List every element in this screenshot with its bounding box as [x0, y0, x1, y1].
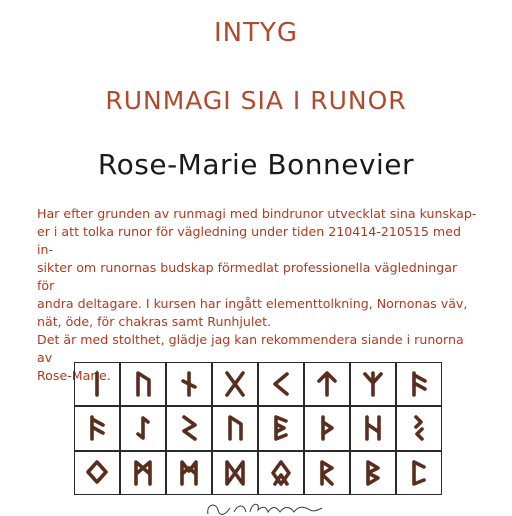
rune-cell — [304, 406, 350, 450]
rune-cell — [74, 451, 120, 495]
rune-hagalaz-icon — [358, 413, 388, 443]
rune-jera-icon — [404, 413, 434, 443]
recipient-name: Rose-Marie Bonnevier — [97, 148, 415, 181]
rune-cell — [74, 362, 120, 406]
rune-cell — [120, 406, 166, 450]
rune-grid-row — [74, 406, 442, 450]
course-title: RUNMAGI SIA I RUNOR — [105, 86, 407, 115]
rune-eihwaz-icon — [128, 413, 158, 443]
rune-cell — [212, 451, 258, 495]
rune-cell — [350, 451, 396, 495]
rune-cell — [212, 406, 258, 450]
rune-grid-row — [74, 362, 442, 406]
rune-uruz-icon — [220, 413, 250, 443]
rune-cell — [350, 362, 396, 406]
rune-mannaz-icon — [128, 458, 158, 488]
rune-cell — [120, 451, 166, 495]
rune-perthro-icon — [266, 413, 296, 443]
rune-grid — [74, 362, 442, 495]
rune-uruz-icon — [128, 369, 158, 399]
rune-cell — [120, 362, 166, 406]
rune-fehu-icon — [404, 369, 434, 399]
rune-fehu-icon — [82, 413, 112, 443]
rune-nauthiz-icon — [174, 369, 204, 399]
signature — [200, 496, 330, 516]
rune-dagaz-icon — [220, 458, 250, 488]
rune-cell — [166, 362, 212, 406]
rune-raidho-icon — [312, 458, 342, 488]
rune-othala-icon — [82, 458, 112, 488]
rune-kenaz-icon — [266, 369, 296, 399]
rune-cell — [74, 406, 120, 450]
rune-gebo-icon — [220, 369, 250, 399]
rune-cell — [258, 451, 304, 495]
rune-cell — [396, 362, 442, 406]
rune-grid-row — [74, 451, 442, 495]
rune-sowilo-icon — [174, 413, 204, 443]
rune-cell — [350, 406, 396, 450]
certificate-heading: INTYG — [213, 18, 299, 48]
rune-cell — [212, 362, 258, 406]
rune-isa-icon — [82, 369, 112, 399]
rune-algiz-icon — [358, 369, 388, 399]
rune-cell — [166, 451, 212, 495]
rune-cell — [258, 406, 304, 450]
rune-mannaz-variant-icon — [174, 458, 204, 488]
rune-berkano-icon — [358, 458, 388, 488]
rune-cell — [304, 451, 350, 495]
rune-cell — [304, 362, 350, 406]
rune-cell — [166, 406, 212, 450]
rune-cell — [258, 362, 304, 406]
rune-perthro-variant-icon — [404, 458, 434, 488]
certificate-body-text: Har efter grunden av runmagi med bindrunor utvecklat sina kunskap- er i att tolka runor för vägledning under tiden 210414-210515 med in- sikter om runornas budskap förmedlat professionella vägledningar för andra deltagare. I kursen har ingått elementtolkning, Nornonas väv, nät, öde, för chakras samt Runhjulet. Det är med stolthet, glädje jag kan rekommendera siande i runorna av Rose-Marie. — [37, 206, 477, 383]
rune-cell — [396, 451, 442, 495]
rune-tiwaz-icon — [312, 369, 342, 399]
rune-ingwaz-icon — [266, 458, 296, 488]
rune-thurisaz-icon — [312, 413, 342, 443]
rune-cell — [396, 406, 442, 450]
